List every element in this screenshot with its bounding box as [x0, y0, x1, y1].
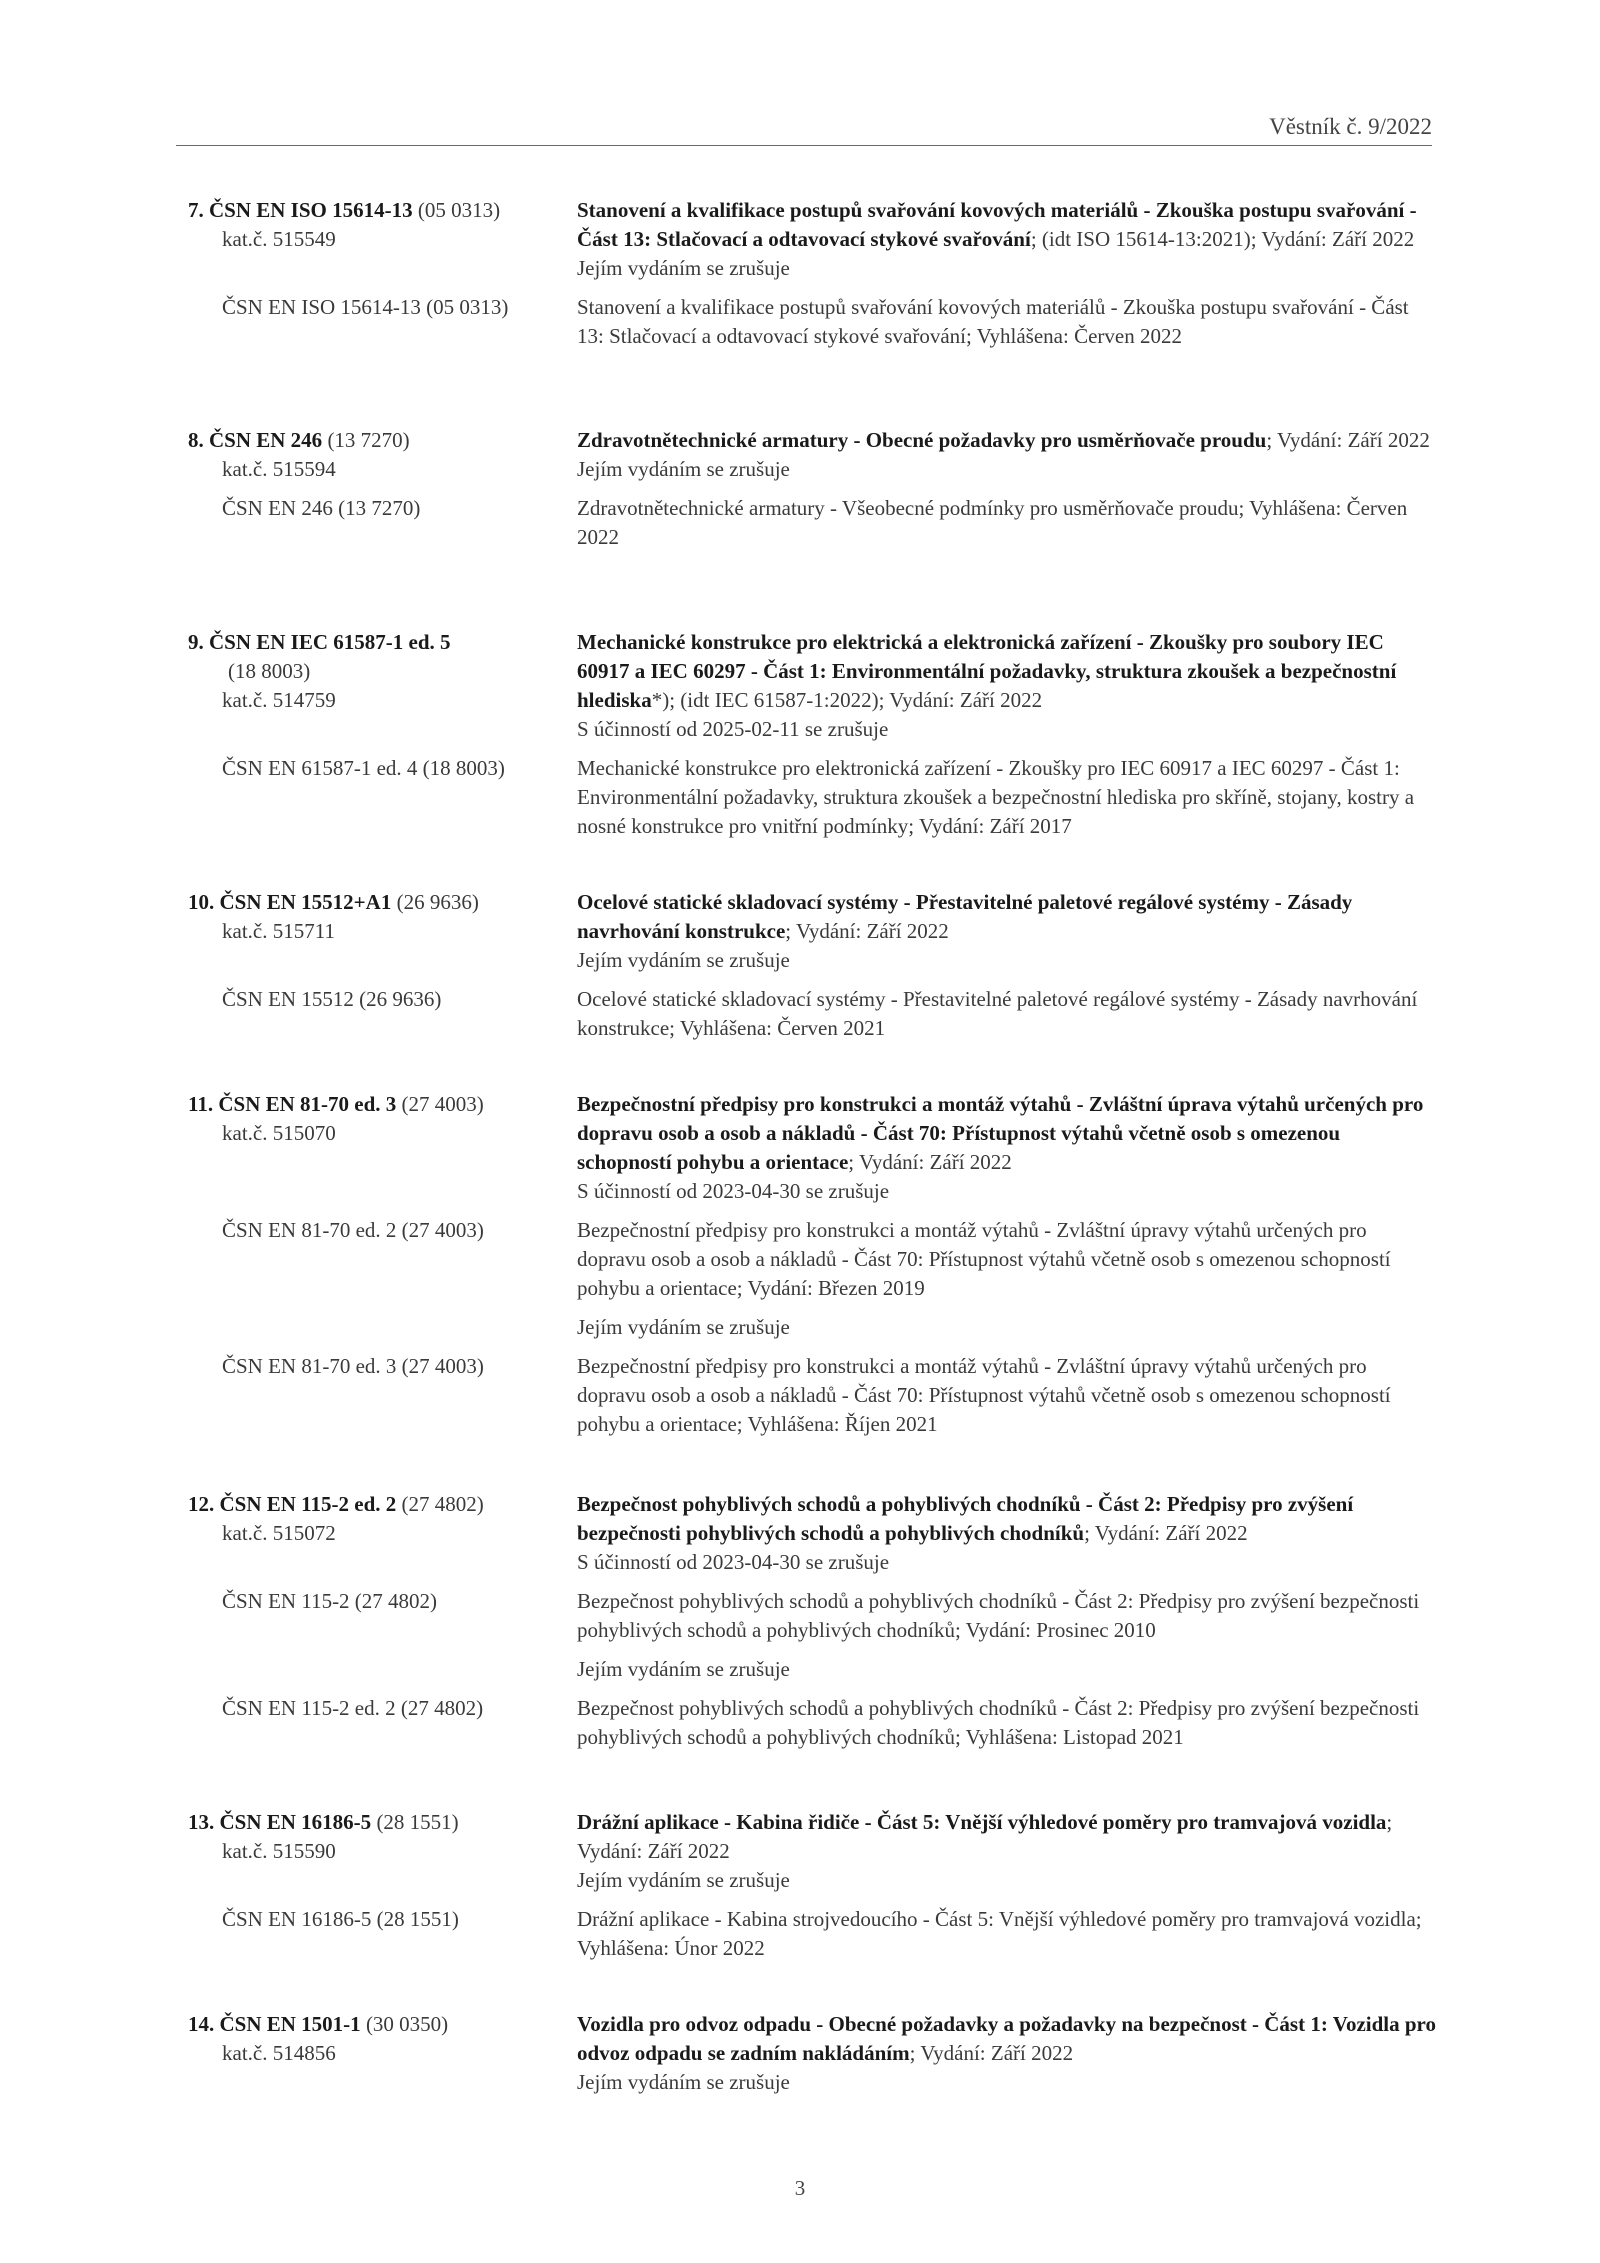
catalog-number: kat.č. 514759 [222, 688, 336, 712]
standard-entry-7 [0, 196, 1600, 351]
catalog-number: kat.č. 515594 [222, 457, 336, 481]
standard-entry-9 [0, 628, 1600, 841]
standard-entry-14 [0, 2010, 1600, 2097]
replaced-standard-row [0, 985, 1600, 1043]
replaced-standard-row [0, 1694, 1600, 1752]
new-standard-row [0, 628, 1600, 744]
catalog-number: kat.č. 515711 [222, 919, 335, 943]
entry-number: 14. [188, 2012, 220, 2036]
standard-code: ČSN EN 1501-1 [219, 2012, 361, 2036]
new-standard-row [0, 1490, 1600, 1577]
replacement-status: Jejím vydáním se zrušuje [577, 457, 790, 481]
replaced-standard-text: Zdravotnětechnické armatury - Všeobecné podmínky pro usměrňovače proudu; Vyhlášena: Červen 2022 [577, 496, 1408, 549]
header-divider [176, 145, 1432, 146]
standard-title: Stanovení a kvalifikace postupů svařování kovových materiálů - Zkouška postupu svařování - Část 13: Stlačovací a odtavovací stykové svařování [577, 198, 1417, 251]
replaced-standard-text: Mechanické konstrukce pro elektronická zařízení - Zkoušky pro IEC 60917 a IEC 60297 - Část 1: Environmentální požadavky, struktura zkoušek a bezpečnostní hlediska pro skříně, stojany, kostry a nosné konstrukce pro vnitřní podmínky; Vydání: Září 2017 [577, 756, 1415, 838]
standard-title: Zdravotnětechnické armatury - Obecné požadavky pro usměrňovače proudu [577, 428, 1267, 452]
page-header-title: Věstník č. 9/2022 [1269, 114, 1432, 139]
replaced-standard-code: ČSN EN 115-2 ed. 2 (27 4802) [222, 1696, 484, 1720]
entry-number: 12. [188, 1492, 220, 1516]
standard-details: ; Vydání: Září 2022 [1266, 428, 1430, 452]
entry-number: 11. [188, 1092, 219, 1116]
replaced-standard-text: Stanovení a kvalifikace postupů svařování kovových materiálů - Zkouška postupu svařování - Část 13: Stlačovací a odtavovací stykové svařování; Vyhlášena: Červen 2022 [577, 295, 1409, 348]
standard-details: ; Vydání: Září 2022 [909, 2041, 1074, 2065]
replacement-status: Jejím vydáním se zrušuje [577, 2070, 790, 2094]
replaced-standard-row [0, 293, 1600, 351]
new-standard-row [0, 196, 1600, 283]
entry-number: 10. [188, 890, 220, 914]
replaced-standard-text: Drážní aplikace - Kabina strojvedoucího - Část 5: Vnější výhledové poměry pro tramvajová vozidla; Vyhlášena: Únor 2022 [577, 1907, 1422, 1960]
classification-code: (18 8003) [228, 659, 311, 683]
replaced-standard-code: ČSN EN 16186-5 (28 1551) [222, 1907, 459, 1931]
catalog-number: kat.č. 515590 [222, 1839, 336, 1863]
new-standard-row [0, 888, 1600, 975]
replaced-standard-row [0, 1587, 1600, 1645]
replaced-standard-code: ČSN EN 61587-1 ed. 4 (18 8003) [222, 756, 505, 780]
classification-code: (13 7270) [322, 428, 410, 452]
entry-number: 8. [188, 428, 209, 452]
standard-title: Vozidla pro odvoz odpadu - Obecné požadavky a požadavky na bezpečnost - Část 1: Vozidla pro odvoz odpadu se zadním nakládáním [577, 2012, 1436, 2065]
replaced-standard-text: Bezpečnostní předpisy pro konstrukci a montáž výtahů - Zvláštní úpravy výtahů určených pro dopravu osob a osob a nákladů - Část 70: Přístupnost výtahů včetně osob s omezenou schopností pohybu a orientace; Vyhlášena: Říjen 2021 [577, 1354, 1391, 1436]
entry-number: 7. [188, 198, 209, 222]
replaced-standard-code: ČSN EN 81-70 ed. 3 (27 4003) [222, 1354, 484, 1378]
replacement-status: S účinností od 2023-04-30 se zrušuje [577, 1550, 890, 1574]
replaced-standard-text: Bezpečnostní předpisy pro konstrukci a montáž výtahů - Zvláštní úpravy výtahů určených pro dopravu osob a osob a nákladů - Část 70: Přístupnost výtahů včetně osob s omezenou schopností pohybu a orientace; Vydání: Březen 2019 [577, 1218, 1391, 1300]
replacement-status: S účinností od 2025-02-11 se zrušuje [577, 717, 889, 741]
new-standard-row [0, 1808, 1600, 1895]
standard-code: ČSN EN 115-2 ed. 2 [219, 1492, 397, 1516]
standard-details: ; (idt ISO 15614-13:2021); Vydání: Září 2022 [1030, 227, 1415, 251]
replaced-standard-code: ČSN EN 15512 (26 9636) [222, 987, 442, 1011]
standard-entry-11 [0, 1090, 1600, 1439]
standard-title: Drážní aplikace - Kabina řidiče - Část 5: Vnější výhledové poměry pro tramvajová vozidla [577, 1810, 1387, 1834]
standard-entry-13 [0, 1808, 1600, 1963]
standard-entry-12 [0, 1490, 1600, 1752]
standard-title: Bezpečnostní předpisy pro konstrukci a montáž výtahů - Zvláštní úprava výtahů určených pro dopravu osob a osob a nákladů - Část 70: Přístupnost výtahů včetně osob s omezenou schopností pohybu a orientace [577, 1092, 1424, 1174]
replaced-standard-row [0, 754, 1600, 841]
standard-entry-8 [0, 426, 1600, 552]
replacement-status: Jejím vydáním se zrušuje [577, 1868, 790, 1892]
classification-code: (30 0350) [360, 2012, 449, 2036]
classification-code: (27 4003) [396, 1092, 484, 1116]
standard-title: Ocelové statické skladovací systémy - Přestavitelné paletové regálové systémy - Zásady navrhování konstrukce [577, 890, 1353, 943]
standard-entry-10 [0, 888, 1600, 1043]
replacement-status: Jejím vydáním se zrušuje [577, 1657, 790, 1681]
standard-code: ČSN EN 15512+A1 [219, 890, 392, 914]
replaced-standard-code: ČSN EN 115-2 (27 4802) [222, 1589, 438, 1613]
replaced-standard-text: Bezpečnost pohyblivých schodů a pohyblivých chodníků - Část 2: Předpisy pro zvýšení bezpečnosti pohyblivých schodů a pohyblivých chodníků; Vydání: Prosinec 2010 [577, 1589, 1420, 1642]
replacement-status: Jejím vydáním se zrušuje [577, 1315, 790, 1339]
new-standard-row [0, 2010, 1600, 2097]
catalog-number: kat.č. 515070 [222, 1121, 336, 1145]
replaced-standard-row [0, 494, 1600, 552]
classification-code: (27 4802) [396, 1492, 484, 1516]
status-row [0, 1655, 1600, 1684]
standard-details: ; Vydání: Září 2022 [848, 1150, 1012, 1174]
replaced-standard-text: Ocelové statické skladovací systémy - Přestavitelné paletové regálové systémy - Zásady navrhování konstrukce; Vyhlášena: Červen 2021 [577, 987, 1418, 1040]
status-row [0, 1313, 1600, 1342]
replaced-standard-code: ČSN EN 246 (13 7270) [222, 496, 421, 520]
standard-code: ČSN EN 81-70 ed. 3 [218, 1092, 397, 1116]
classification-code: (26 9636) [391, 890, 479, 914]
classification-code: (28 1551) [371, 1810, 459, 1834]
replaced-standard-code: ČSN EN ISO 15614-13 (05 0313) [222, 295, 509, 319]
standard-details: ; Vydání: Září 2022 [1084, 1521, 1248, 1545]
catalog-number: kat.č. 515549 [222, 227, 336, 251]
replaced-standard-row [0, 1352, 1600, 1439]
standard-details: ; Vydání: Září 2022 [785, 919, 949, 943]
entry-number: 9. [188, 630, 209, 654]
standard-code: ČSN EN 246 [209, 428, 323, 452]
replacement-status: Jejím vydáním se zrušuje [577, 948, 790, 972]
catalog-number: kat.č. 515072 [222, 1521, 336, 1545]
standard-code: ČSN EN IEC 61587-1 ed. 5 [209, 630, 451, 654]
replacement-status: Jejím vydáním se zrušuje [577, 256, 790, 280]
classification-code: (05 0313) [412, 198, 501, 222]
replaced-standard-code: ČSN EN 81-70 ed. 2 (27 4003) [222, 1218, 484, 1242]
standard-code: ČSN EN 16186-5 [219, 1810, 372, 1834]
replaced-standard-row [0, 1216, 1600, 1303]
new-standard-row [0, 426, 1600, 484]
standard-details: *); (idt IEC 61587-1:2022); Vydání: Září 2022 [651, 688, 1043, 712]
standard-title: Mechanické konstrukce pro elektrická a elektronická zařízení - Zkoušky pro soubory IEC 60917 a IEC 60297 - Část 1: Environmentální požadavky, struktura zkoušek a bezpečnostní hlediska [577, 630, 1397, 712]
new-standard-row [0, 1090, 1600, 1206]
page-number: 3 [794, 2176, 806, 2200]
replacement-status: S účinností od 2023-04-30 se zrušuje [577, 1179, 890, 1203]
standard-details: ; Vydání: Září 2022 [577, 1810, 1393, 1863]
standard-code: ČSN EN ISO 15614-13 [209, 198, 413, 222]
replaced-standard-text: Bezpečnost pohyblivých schodů a pohyblivých chodníků - Část 2: Předpisy pro zvýšení bezpečnosti pohyblivých schodů a pohyblivých chodníků; Vyhlášena: Listopad 2021 [577, 1696, 1420, 1749]
entry-number: 13. [188, 1810, 220, 1834]
catalog-number: kat.č. 514856 [222, 2041, 336, 2065]
replaced-standard-row [0, 1905, 1600, 1963]
standard-title: Bezpečnost pohyblivých schodů a pohyblivých chodníků - Část 2: Předpisy pro zvýšení bezpečnosti pohyblivých schodů a pohyblivých chodníků [577, 1492, 1354, 1545]
